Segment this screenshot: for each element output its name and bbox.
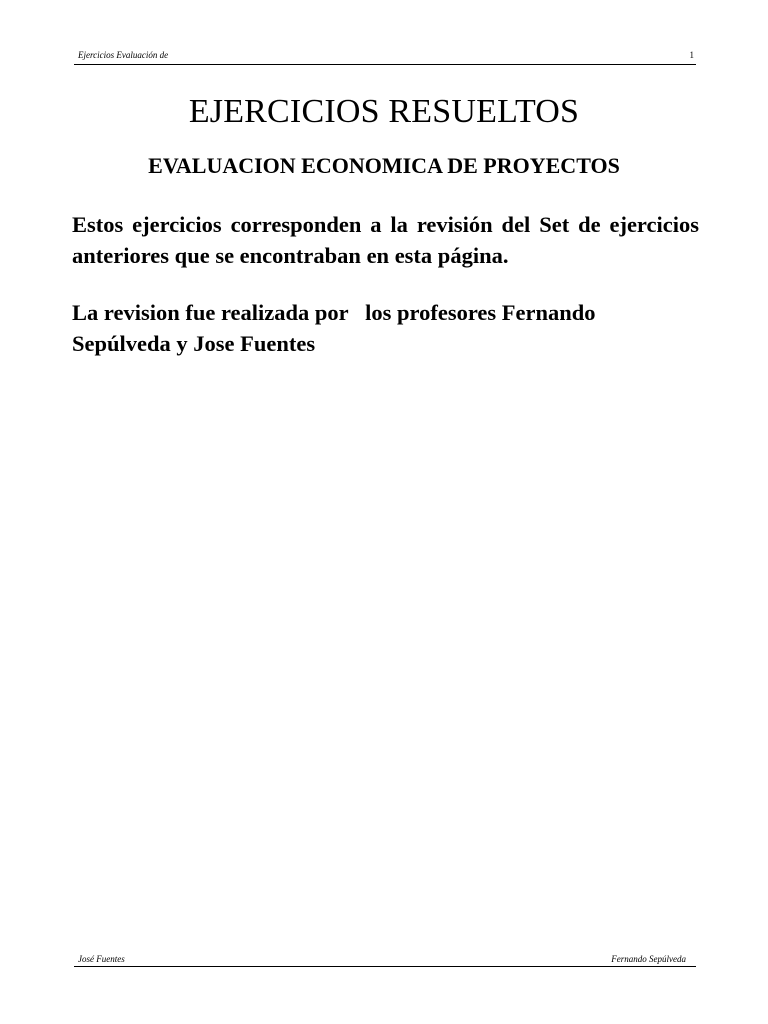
page-number: 1 (689, 50, 694, 60)
footer-author-left: José Fuentes (78, 954, 125, 964)
footer-author-right: Fernando Sepúlveda (611, 954, 686, 964)
page-header (74, 50, 696, 65)
authors-paragraph: La revision fue realizada por los profesores Fernando Sepúlveda y Jose Fuentes (72, 300, 596, 356)
document-title: EJERCICIOS RESUELTOS (188, 93, 580, 130)
document-subtitle: EVALUACION ECONOMICA DE PROYECTOS (148, 153, 620, 178)
intro-paragraph: Estos ejercicios corresponden a la revisión del Set de ejercicios anteriores que se encontraban en esta página. (72, 212, 699, 268)
header-title: Ejercicios Evaluación de (78, 50, 169, 60)
page-footer (74, 952, 696, 967)
